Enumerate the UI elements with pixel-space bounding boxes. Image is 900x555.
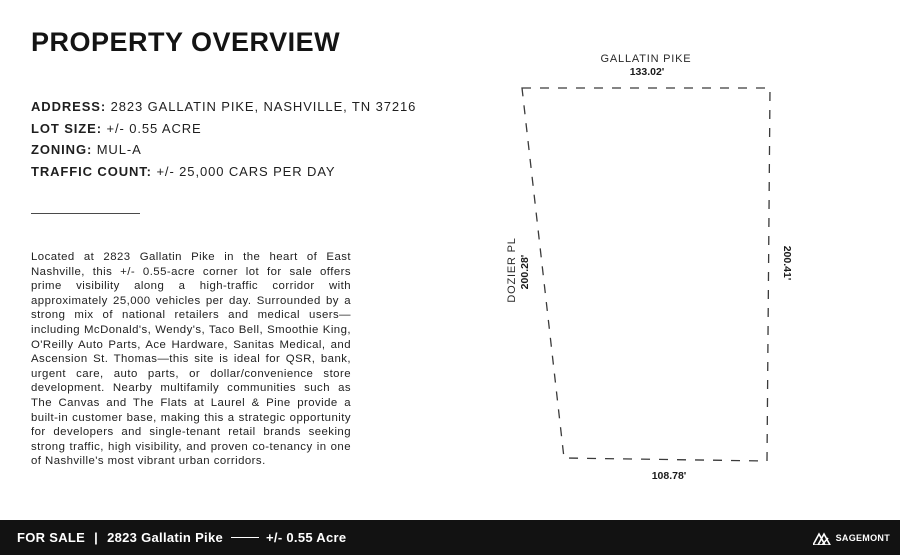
right-length-label: 200.41' (781, 245, 793, 281)
for-sale-label: FOR SALE (17, 530, 86, 545)
top-length-label: 133.02' (629, 66, 665, 78)
footer-address: 2823 Gallatin Pike (107, 530, 224, 545)
left-street-label: DOZIER PL (506, 237, 518, 303)
page-title: PROPERTY OVERVIEW (31, 27, 341, 57)
bottom-length-label: 108.78' (651, 470, 687, 482)
top-street-label: GALLATIN PIKE (600, 53, 692, 65)
fact-value: MUL-A (96, 142, 142, 158)
fact-label: ZONING: (31, 142, 93, 158)
property-description: Located at 2823 Gallatin Pike in the heart of East Nashville, this +/- 0.55-acre corner lot for sale offers prime visibility along a high-traffic corridor with approximately 25,000 vehicles per day. Surrounded by a strong mix of national retailers and medical users—including McDonald's, Wendy's, Taco Bell, Smoothie King, O'Reilly Auto Parts, Ace Hardware, Sanitas Medical, and Ascension St. Thomas—this site is ideal for QSR, bank, urgent care, auto parts, or dollar/convenience store development. Nearby multifamily communities such as The Canvas and The Flats at Laurel & Pine provide a built-in customer base, making this a strategic opportunity for developers and single-tenant retail brands seeking strong traffic, high visibility, and proven co-tenancy in one of Nashville's most vibrant urban corridors. (31, 251, 351, 468)
footer-separator: | (94, 530, 99, 545)
footer-acreage: +/- 0.55 Acre (266, 530, 347, 545)
fact-label: TRAFFIC COUNT: (31, 164, 152, 180)
mountain-logo-icon (813, 531, 833, 545)
fact-label: ADDRESS: (31, 99, 107, 114)
fact-value: 2823 GALLATIN PIKE, NASHVILLE, TN 37216 (110, 99, 417, 114)
footer-dash-rule (231, 537, 259, 538)
footer-listing-summary (17, 520, 346, 555)
fact-value: +/- 0.55 ACRE (106, 120, 202, 136)
lot-boundary (522, 88, 770, 461)
fact-value: +/- 25,000 CARS PER DAY (156, 164, 336, 180)
brand-name: SAGEMONT (835, 532, 890, 543)
fact-label: LOT SIZE: (31, 120, 102, 136)
footer-bar (0, 520, 900, 555)
left-length-label: 200.28' (519, 254, 531, 290)
sagemont-logo (813, 520, 890, 555)
